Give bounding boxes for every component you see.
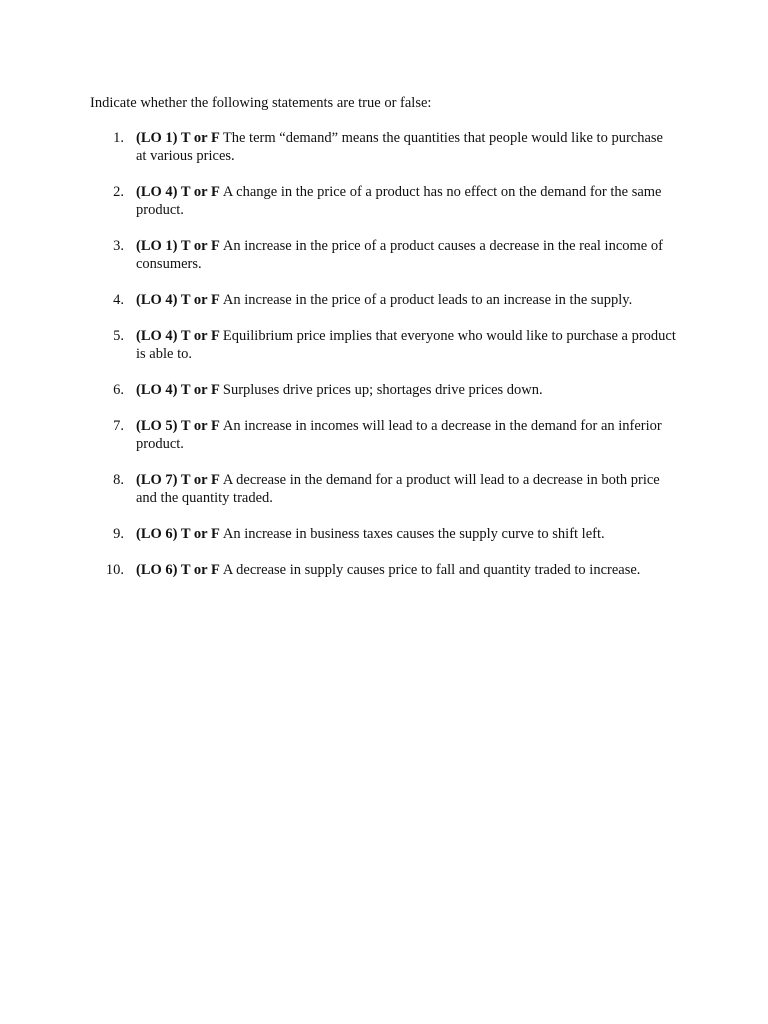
question-item bbox=[0, 237, 676, 273]
question-number: 8. bbox=[113, 472, 124, 488]
learning-objective-code: (LO 6) bbox=[136, 562, 181, 578]
learning-objective-code: (LO 4) bbox=[136, 184, 181, 200]
question-text: A change in the price of a product has no effect on the demand for the same product. bbox=[136, 184, 662, 218]
learning-objective-code: (LO 6) bbox=[136, 526, 181, 542]
question-item bbox=[0, 417, 676, 453]
question-number: 4. bbox=[113, 292, 124, 308]
true-false-marker: T or F bbox=[180, 328, 223, 344]
question-item bbox=[0, 561, 676, 579]
question-number: 3. bbox=[113, 238, 124, 254]
question-text: An increase in business taxes causes the supply curve to shift left. bbox=[222, 526, 605, 542]
question-item bbox=[0, 183, 676, 219]
question-item bbox=[0, 291, 676, 309]
true-false-marker: T or F bbox=[180, 472, 223, 488]
question-number: 5. bbox=[113, 328, 124, 344]
question-text: An increase in the price of a product leads to an increase in the supply. bbox=[222, 292, 633, 308]
learning-objective-code: (LO 4) bbox=[136, 292, 181, 308]
learning-objective-code: (LO 7) bbox=[136, 472, 181, 488]
question-text: An increase in incomes will lead to a decrease in the demand for an inferior product. bbox=[136, 418, 662, 452]
question-text: An increase in the price of a product causes a decrease in the real income of consumers. bbox=[136, 238, 663, 272]
question-text: The term “demand” means the quantities that people would like to purchase at various prices. bbox=[136, 130, 663, 164]
true-false-marker: T or F bbox=[180, 526, 223, 542]
question-list bbox=[0, 129, 768, 597]
true-false-marker: T or F bbox=[180, 184, 223, 200]
question-item bbox=[0, 327, 676, 363]
true-false-marker: T or F bbox=[180, 418, 223, 434]
question-number: 1. bbox=[113, 130, 124, 146]
learning-objective-code: (LO 5) bbox=[136, 418, 181, 434]
true-false-marker: T or F bbox=[180, 562, 223, 578]
question-item bbox=[0, 129, 676, 165]
learning-objective-code: (LO 1) bbox=[136, 238, 181, 254]
learning-objective-code: (LO 4) bbox=[136, 382, 181, 398]
question-number: 9. bbox=[113, 526, 124, 542]
question-item bbox=[0, 471, 676, 507]
question-number: 6. bbox=[113, 382, 124, 398]
question-item bbox=[0, 381, 676, 399]
question-number: 7. bbox=[113, 418, 124, 434]
learning-objective-code: (LO 4) bbox=[136, 328, 181, 344]
question-text: Surpluses drive prices up; shortages drive prices down. bbox=[222, 382, 543, 398]
question-item bbox=[0, 525, 676, 543]
learning-objective-code: (LO 1) bbox=[136, 130, 181, 146]
true-false-marker: T or F bbox=[180, 292, 223, 308]
question-number: 10. bbox=[105, 562, 124, 578]
true-false-marker: T or F bbox=[180, 382, 223, 398]
instructions: Indicate whether the following statements are true or false: bbox=[90, 95, 432, 111]
question-text: A decrease in supply causes price to fall and quantity traded to increase. bbox=[222, 562, 641, 578]
question-text: A decrease in the demand for a product will lead to a decrease in both price and the quantity traded. bbox=[136, 472, 660, 506]
question-number: 2. bbox=[113, 184, 124, 200]
true-false-marker: T or F bbox=[180, 238, 223, 254]
question-text: Equilibrium price implies that everyone who would like to purchase a product is able to. bbox=[136, 328, 676, 362]
true-false-marker: T or F bbox=[180, 130, 223, 146]
